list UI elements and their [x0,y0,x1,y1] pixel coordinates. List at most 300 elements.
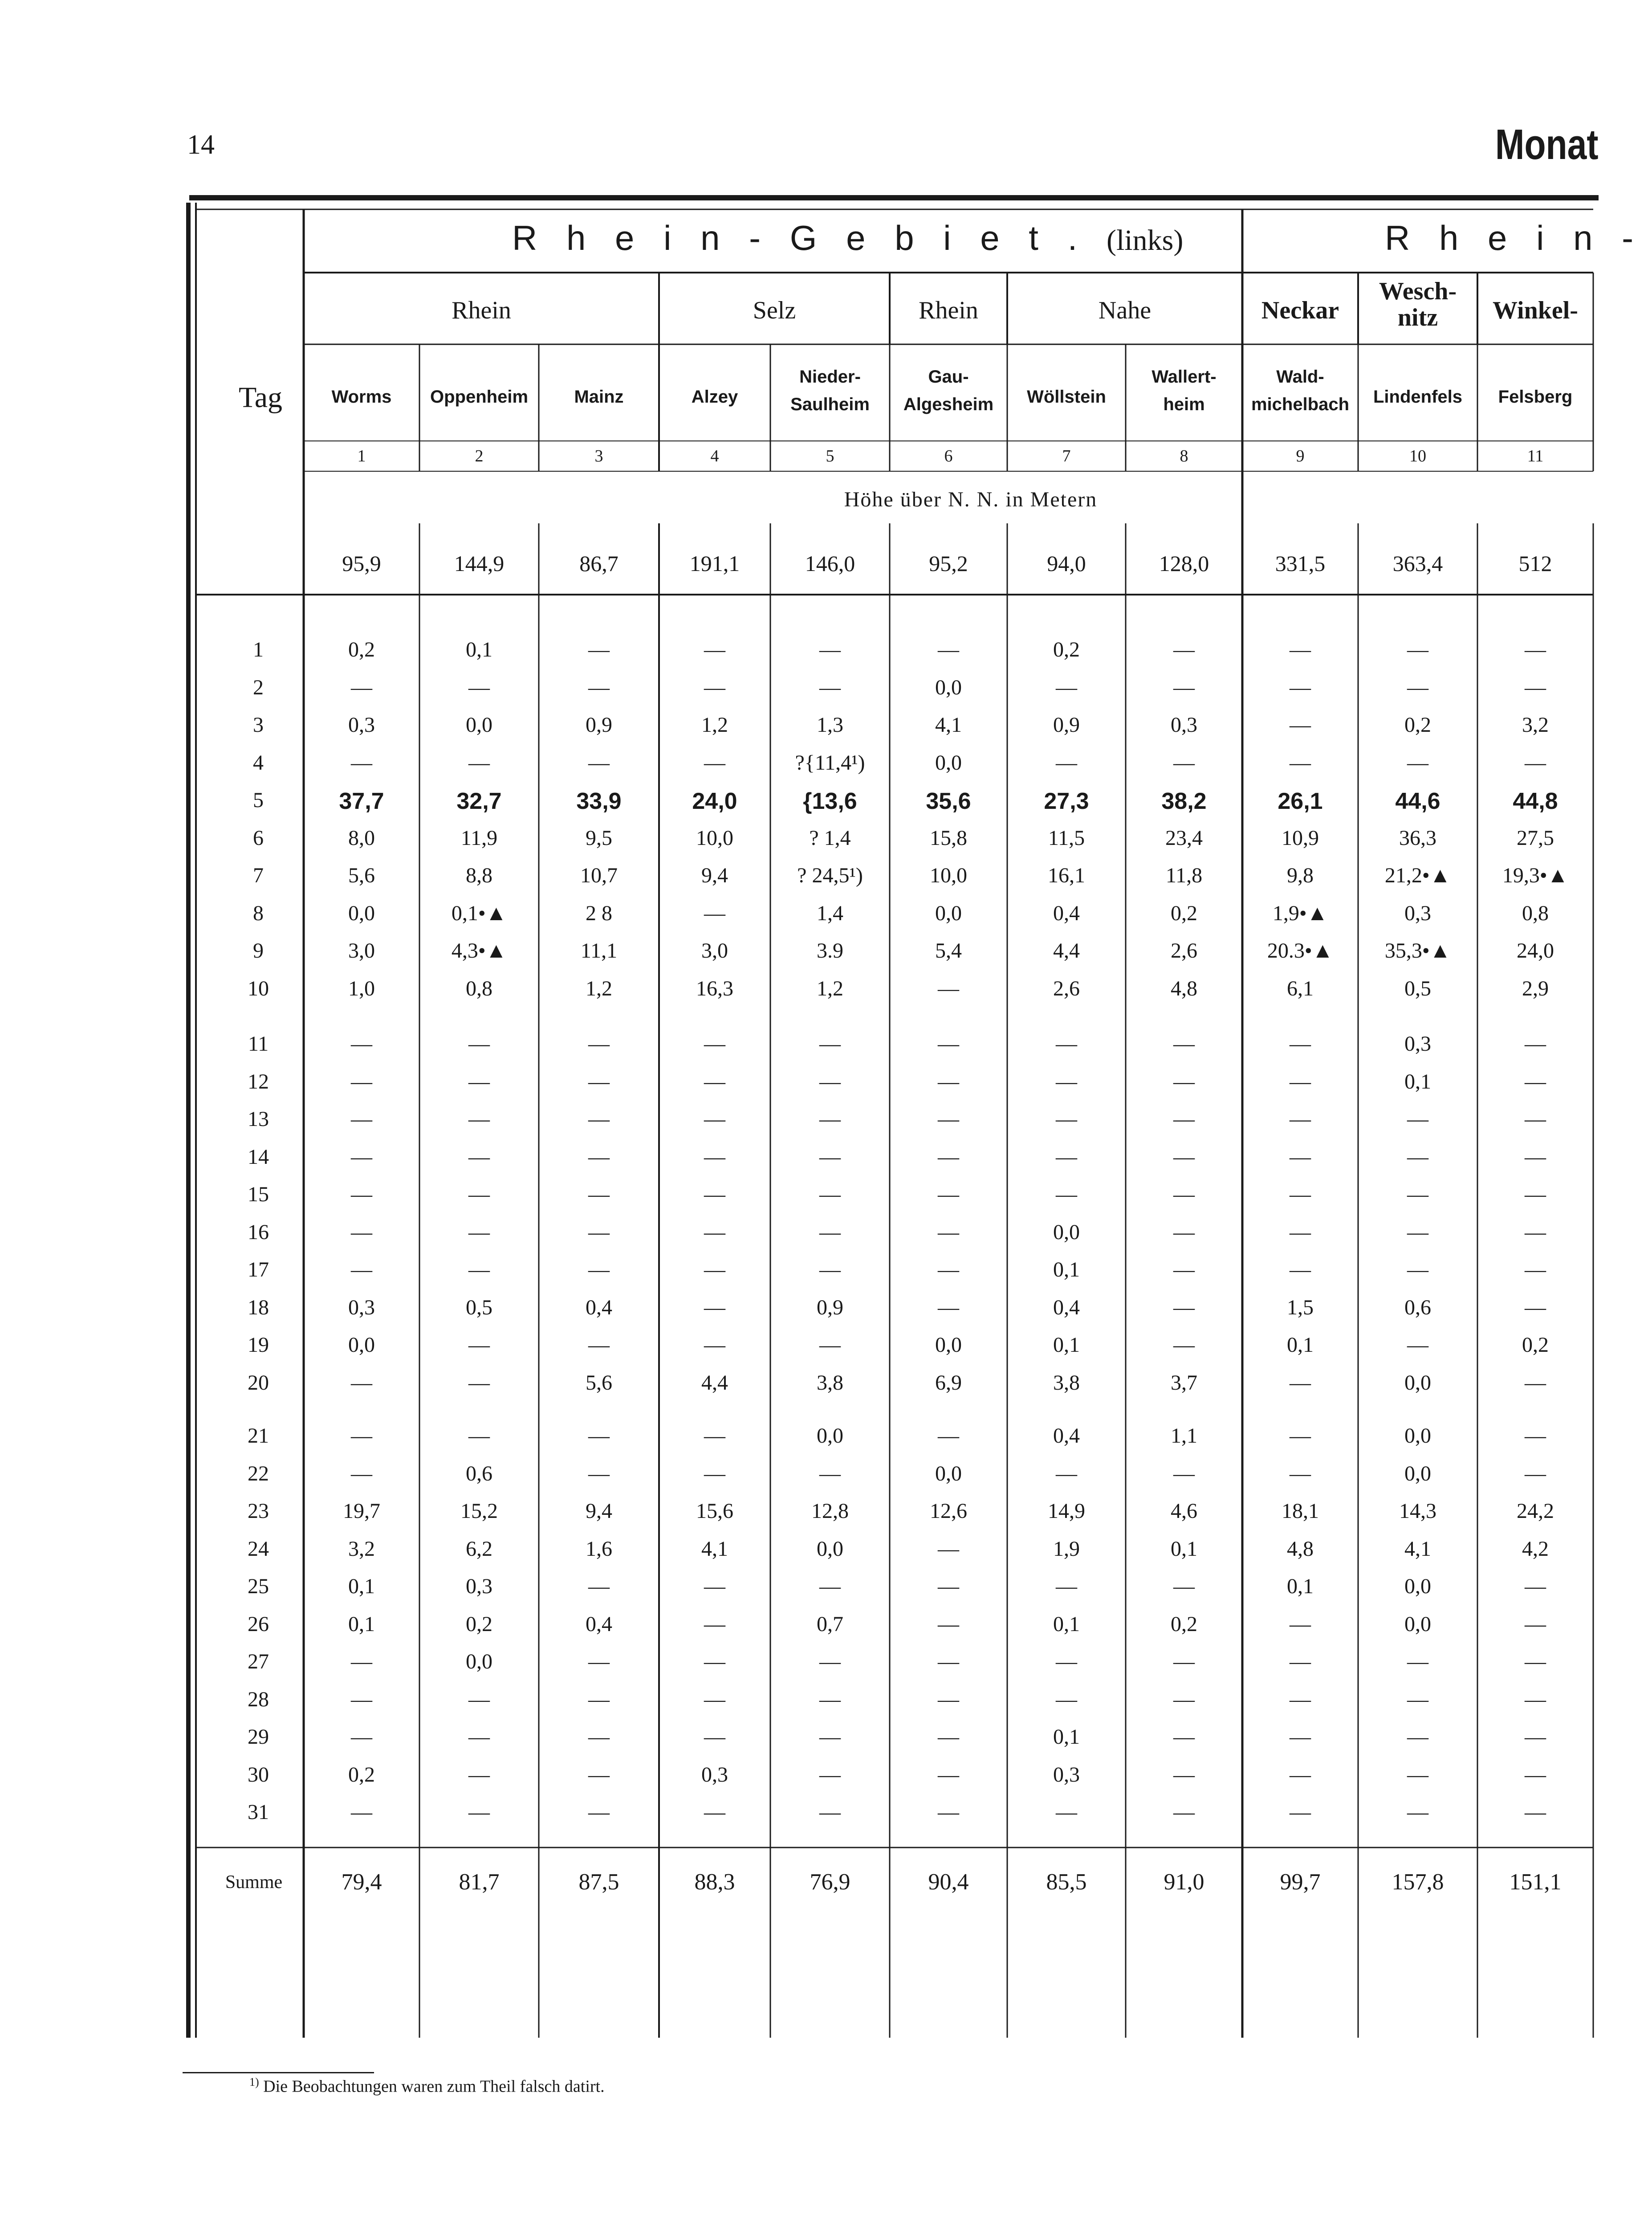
day-value: 35,3•▲ [1384,939,1451,963]
day-value: — [1290,1183,1311,1206]
day-value: — [1290,713,1311,737]
day-value: 0,0 [1404,1461,1431,1485]
river-header-3: Nahe [1098,297,1152,324]
day-label: 19 [248,1333,269,1357]
day-value: — [351,1650,372,1673]
day-value: — [1525,1370,1546,1395]
station-header-7: Wallert- heim [1152,367,1217,414]
day-value: 1,2 [586,976,612,1000]
station-height-6: 94,0 [1047,551,1086,576]
day-value: 0,5 [466,1295,492,1319]
day-value: — [1525,675,1546,699]
day-value: — [468,675,490,699]
day-value: 4,6 [1171,1499,1197,1523]
station-height-9: 363,4 [1392,551,1443,576]
day-value: — [819,1220,841,1244]
day-value: — [704,1800,725,1824]
day-value: — [588,1574,610,1598]
day-value: — [704,1258,725,1281]
day-value: — [704,1612,725,1636]
day-label: 27 [248,1650,269,1673]
day-value: — [938,1612,959,1636]
day-label: 4 [253,750,264,775]
day-value: 24,2 [1517,1499,1554,1523]
day-value: — [351,1461,372,1485]
day-value: 4,1 [1404,1537,1431,1561]
day-value: — [1525,1612,1546,1636]
day-value: — [351,1800,372,1824]
day-value: — [704,1650,725,1673]
day-value: — [588,1145,610,1169]
day-value: — [468,1032,490,1056]
day-value: 0,9 [586,713,612,737]
day-value: — [1525,1220,1546,1244]
day-value: 5,4 [935,939,962,963]
day-value: 0,1 [1287,1574,1314,1598]
day-value: — [1173,1032,1195,1056]
day-value: — [1407,1183,1428,1206]
day-value: 14,9 [1048,1499,1085,1523]
day-value: 0,0 [935,1333,962,1357]
day-label: 28 [248,1687,269,1711]
day-value: — [1525,1687,1546,1711]
day-value: — [938,1032,959,1056]
day-value: 0,0 [817,1537,843,1561]
day-value: — [351,750,372,775]
day-value: 6,1 [1287,976,1314,1000]
day-value: 0,9 [1053,713,1080,737]
station-number-1: 2 [475,447,484,465]
day-label: 14 [248,1145,269,1169]
day-value: — [1525,1295,1546,1319]
day-value: 19,3•▲ [1502,864,1569,887]
day-value: — [588,1424,610,1448]
day-value: — [588,1725,610,1749]
station-height-3: 191,1 [689,551,740,576]
river-header-2: Rhein [919,297,978,324]
station-number-8: 9 [1296,447,1305,465]
day-value: — [1525,1725,1546,1749]
day-value: — [1290,1800,1311,1824]
day-value: 0,3 [1171,713,1197,737]
sum-label: Summe [225,1872,283,1893]
day-value: — [1290,675,1311,699]
day-value: — [1056,1183,1077,1206]
day-value: — [938,1183,959,1206]
day-value: 3,0 [348,939,375,963]
day-value: — [1407,1107,1428,1131]
day-value: — [1056,1069,1077,1093]
day-value: — [819,1650,841,1673]
day-value: 0,4 [1053,1295,1080,1319]
day-value: — [468,750,490,775]
day-value: — [468,1183,490,1206]
day-value: 5,6 [586,1370,612,1395]
day-value: — [1407,750,1428,775]
day-value: — [704,1069,725,1093]
day-value: 10,7 [580,864,618,887]
day-value: 11,1 [580,939,618,963]
day-value: {13,6 [803,788,857,814]
day-value: — [938,1220,959,1244]
day-value: 4,3•▲ [451,939,507,963]
day-value: 0,0 [817,1424,843,1448]
day-value: — [938,638,959,661]
day-value: 4,1 [701,1537,728,1561]
day-value: 3,8 [1053,1370,1080,1395]
day-value: 9,8 [1287,864,1314,887]
day-value: 27,3 [1044,788,1089,814]
day-value: 1,6 [586,1537,612,1561]
day-value: 4,1 [935,713,962,737]
station-header-10: Felsberg [1498,387,1573,407]
day-value: — [938,1145,959,1169]
day-value: 1,5 [1287,1295,1314,1319]
day-value: 3,0 [701,939,728,963]
day-value: — [938,1295,959,1319]
day-value: 0,4 [1053,901,1080,925]
day-value: — [1407,1220,1428,1244]
station-header-4: Nieder- Saulheim [790,367,870,414]
day-value: — [1173,1107,1195,1131]
day-value: — [468,1687,490,1711]
day-value: — [351,1725,372,1749]
station-height-1: 144,9 [454,551,505,576]
day-value: 0,0 [348,1333,375,1357]
day-value: — [819,1461,841,1485]
sum-value-4: 76,9 [810,1869,850,1895]
day-value: — [1525,750,1546,775]
day-value: 1,9 [1053,1537,1080,1561]
day-value: — [588,1258,610,1281]
day-value: — [704,675,725,699]
day-value: — [1290,1687,1311,1711]
day-value: — [1407,1650,1428,1673]
day-label: 23 [248,1499,269,1523]
day-value: 0,1 [348,1574,375,1598]
day-value: — [588,1069,610,1093]
footnote-rule [183,2072,374,2073]
page-number: 14 [187,130,215,160]
day-value: 24,0 [692,788,737,814]
day-value: — [1173,1220,1195,1244]
day-value: — [819,638,841,661]
sum-value-3: 88,3 [694,1869,735,1895]
day-value: — [1290,1107,1311,1131]
day-value: — [704,1220,725,1244]
height-label: Höhe über N. N. in Metern [844,488,1098,511]
day-value: 3,2 [1522,713,1549,737]
day-value: — [819,1687,841,1711]
day-value: — [1173,675,1195,699]
day-value: — [1525,1461,1546,1485]
day-value: — [468,1145,490,1169]
day-value: — [819,675,841,699]
region-right-title: R h e i n - [1385,218,1644,257]
station-number-2: 3 [594,447,603,465]
day-value: 0,3 [348,1295,375,1319]
footnote [249,2076,605,2096]
day-value: 11,9 [460,826,498,850]
day-value: — [468,1762,490,1786]
day-value: 0,0 [466,713,492,737]
day-value: — [351,1370,372,1395]
day-value: — [704,1333,725,1357]
station-number-7: 8 [1180,447,1188,465]
day-value: 4,8 [1171,976,1197,1000]
day-value: — [819,1725,841,1749]
sum-value-10: 151,1 [1509,1869,1562,1895]
day-value: — [1290,1032,1311,1056]
day-value: 14,3 [1399,1499,1436,1523]
day-value: — [938,1069,959,1093]
day-value: — [588,1333,610,1357]
day-value: — [1407,675,1428,699]
day-value: 0,3 [1404,1032,1431,1056]
day-value: — [1173,1183,1195,1206]
day-value: 0,2 [1053,638,1080,661]
station-height-5: 95,2 [929,551,968,576]
day-value: 0,1 [1053,1258,1080,1281]
day-value: — [1407,1258,1428,1281]
day-value: 16,3 [696,976,733,1000]
day-value: — [1056,750,1077,775]
day-value: 0,3 [1053,1762,1080,1786]
day-value: 2,6 [1171,939,1197,963]
day-value: — [1525,1574,1546,1598]
day-value: 2,6 [1053,976,1080,1000]
day-value: — [1290,1258,1311,1281]
day-value: — [1173,1574,1195,1598]
day-label: 3 [253,713,264,737]
day-value: 0,6 [1404,1295,1431,1319]
day-value: 0,7 [817,1612,843,1636]
station-height-10: 512 [1518,551,1552,576]
day-value: 21,2•▲ [1384,864,1451,887]
day-value: — [588,1461,610,1485]
day-value: 0,0 [1404,1370,1431,1395]
day-value: — [1173,1295,1195,1319]
day-value: — [1525,1424,1546,1448]
day-value: 0,1 [1171,1537,1197,1561]
day-value: 0,4 [586,1295,612,1319]
day-value: 32,7 [456,788,502,814]
day-label: 8 [253,901,264,925]
day-value: 1,2 [817,976,843,1000]
day-value: 0,2 [348,1762,375,1786]
day-value: 15,8 [930,826,967,850]
day-value: 0,1 [1053,1333,1080,1357]
day-value: — [938,1107,959,1131]
day-value: — [1525,1145,1546,1169]
day-value: — [1173,1145,1195,1169]
day-value: — [588,1650,610,1673]
day-value: — [1290,1725,1311,1749]
day-value: 6,9 [935,1370,962,1395]
day-value: — [351,1107,372,1131]
day-value: — [468,1107,490,1131]
day-value: — [704,1032,725,1056]
day-label: 6 [253,826,264,850]
day-value: 0,0 [935,750,962,775]
day-value: — [1173,1800,1195,1824]
day-value: — [819,1107,841,1131]
day-value: — [1407,638,1428,661]
day-value: 4,4 [701,1370,728,1395]
day-value: — [1407,1145,1428,1169]
day-value: 10,0 [696,826,733,850]
day-value: — [1056,1800,1077,1824]
day-value: 0,1 [348,1612,375,1636]
day-label: 2 [253,675,264,699]
day-label: 17 [248,1258,269,1281]
river-header-5: Wesch- nitz [1379,277,1457,331]
day-value: 0,8 [1522,901,1549,925]
day-value: 44,6 [1395,788,1440,814]
day-value: — [1525,1183,1546,1206]
sum-value-5: 90,4 [928,1869,969,1895]
day-value: — [468,1725,490,1749]
day-value: — [819,1145,841,1169]
day-value: 9,4 [701,864,728,887]
day-value: 9,4 [586,1499,612,1523]
day-value: — [938,1574,959,1598]
day-value: 3.9 [817,939,843,963]
day-value: — [704,1295,725,1319]
day-value: — [588,1220,610,1244]
sum-value-1: 81,7 [459,1869,500,1895]
row-header-tag: Tag [238,381,282,414]
day-value: 33,9 [576,788,622,814]
day-value: 0,0 [935,675,962,699]
station-number-5: 6 [944,447,953,465]
day-value: — [351,1258,372,1281]
footnote-mark: 1) [249,2076,259,2088]
day-value: — [351,1687,372,1711]
day-value: — [1290,1650,1311,1673]
day-value: — [588,1107,610,1131]
day-value: 6,2 [466,1537,492,1561]
station-number-6: 7 [1062,447,1071,465]
day-value: — [588,750,610,775]
day-value: 0,0 [1053,1220,1080,1244]
day-value: — [468,1258,490,1281]
day-label: 1 [253,638,264,661]
day-value: — [1056,1687,1077,1711]
day-label: 15 [248,1183,269,1206]
day-value: — [1173,1650,1195,1673]
day-value: ? 1,4 [809,826,851,850]
day-value: 1,4 [817,901,843,925]
day-value: — [468,1370,490,1395]
day-value: — [468,1069,490,1093]
day-value: 12,6 [930,1499,967,1523]
day-value: 0,1 [466,638,492,661]
day-value: — [1407,1725,1428,1749]
day-value: 0,1•▲ [451,901,507,925]
day-value: — [938,1687,959,1711]
day-value: 0,0 [935,1461,962,1485]
day-value: — [1525,1762,1546,1786]
day-value: — [704,1424,725,1448]
day-value: 0,2 [1522,1333,1549,1357]
day-label: 24 [248,1537,269,1561]
day-label: 13 [248,1107,269,1131]
day-value: — [704,638,725,661]
day-label: 22 [248,1461,269,1485]
day-value: — [588,1762,610,1786]
day-value: — [468,1333,490,1357]
region-main-note: (links) [1106,224,1184,257]
day-value: — [704,1107,725,1131]
day-value: 4,8 [1287,1537,1314,1561]
day-value: — [819,1069,841,1093]
day-value: — [1290,1461,1311,1485]
day-value: 0,6 [466,1461,492,1485]
day-value: — [1290,1762,1311,1786]
day-label: 25 [248,1574,269,1598]
station-height-0: 95,9 [342,551,381,576]
day-label: 29 [248,1725,269,1749]
day-value: — [351,1145,372,1169]
day-value: 0,1 [1053,1725,1080,1749]
day-value: — [1056,1107,1077,1131]
day-label: 7 [253,864,264,887]
day-value: — [819,1800,841,1824]
day-value: — [1056,1145,1077,1169]
station-height-7: 128,0 [1159,551,1209,576]
day-label: 9 [253,939,264,963]
day-value: — [1407,1800,1428,1824]
day-value: — [1525,1800,1546,1824]
station-header-1: Oppenheim [430,387,529,407]
day-value: — [938,1762,959,1786]
station-height-4: 146,0 [805,551,855,576]
day-value: ? 24,5¹) [797,864,863,887]
day-value: 23,4 [1165,826,1203,850]
day-value: — [588,638,610,661]
day-value: 0,0 [466,1650,492,1673]
day-value: — [351,1424,372,1448]
day-value: — [938,1650,959,1673]
day-value: — [704,1183,725,1206]
day-value: — [704,1574,725,1598]
day-value: — [588,1032,610,1056]
day-value: — [704,901,725,925]
station-number-3: 4 [710,447,719,465]
day-value: — [468,1800,490,1824]
day-value: 44,8 [1513,788,1558,814]
day-value: 1,0 [348,976,375,1000]
day-value: — [704,1461,725,1485]
day-value: 36,3 [1399,826,1436,850]
day-value: 0,1 [1053,1612,1080,1636]
day-label: 10 [248,976,269,1000]
day-value: — [351,1069,372,1093]
day-label: 16 [248,1220,269,1244]
day-label: 12 [248,1069,269,1093]
day-value: — [1056,1032,1077,1056]
day-value: 35,6 [926,788,971,814]
day-value: — [819,1258,841,1281]
station-number-4: 5 [826,447,834,465]
day-value: — [588,1183,610,1206]
day-label: 31 [248,1800,269,1824]
day-label: 30 [248,1762,269,1786]
sum-value-0: 79,4 [341,1869,382,1895]
day-value: — [1056,675,1077,699]
day-value: — [1173,1258,1195,1281]
